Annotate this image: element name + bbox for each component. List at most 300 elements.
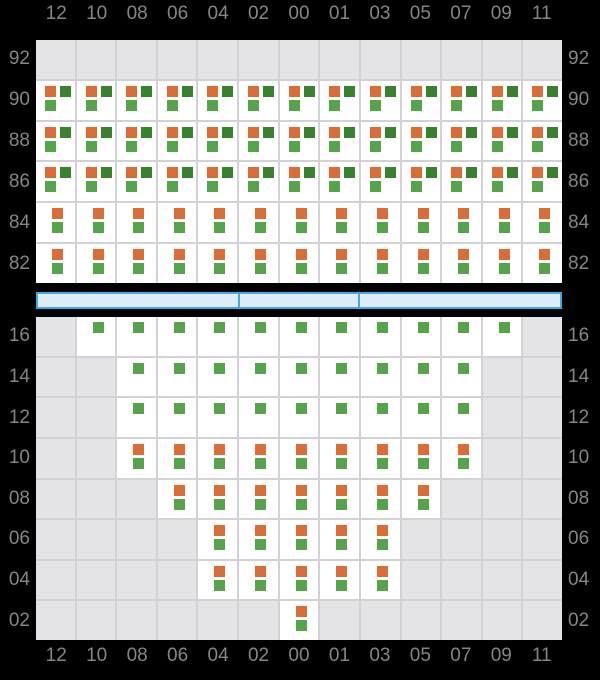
seat-cell[interactable] — [198, 122, 237, 161]
column-label: 11 — [531, 3, 552, 24]
marker-green-icon — [167, 181, 178, 192]
seat-cell[interactable] — [442, 162, 481, 201]
seat-cell[interactable] — [361, 81, 400, 120]
marker-orange-icon — [296, 525, 307, 536]
seat-cell-empty — [523, 520, 562, 559]
seat-cell[interactable] — [280, 520, 319, 559]
seat-cell[interactable] — [361, 439, 400, 478]
seat-cell[interactable] — [523, 122, 562, 161]
seat-cell-empty — [483, 358, 522, 397]
marker-green-icon — [289, 100, 300, 111]
seat-cell[interactable] — [402, 358, 441, 397]
column-label: 12 — [45, 3, 67, 24]
seat-cell[interactable] — [239, 358, 278, 397]
marker-dark-green-icon — [466, 127, 477, 138]
marker-orange-icon — [174, 208, 185, 219]
marker-orange-icon — [248, 167, 259, 178]
seat-cell[interactable] — [36, 122, 75, 161]
seat-cell-empty — [320, 601, 359, 640]
seat-cell-empty — [158, 601, 197, 640]
marker-dark-green-icon — [426, 127, 437, 138]
marker-green-icon — [133, 363, 144, 374]
column-label: 01 — [328, 645, 351, 666]
marker-orange-icon — [207, 86, 218, 97]
marker-green-icon — [296, 263, 307, 274]
seat-cell[interactable] — [280, 439, 319, 478]
marker-green-icon — [255, 363, 266, 374]
seat-cell[interactable] — [117, 398, 156, 437]
seat-cell[interactable] — [77, 317, 116, 356]
marker-orange-icon — [411, 86, 422, 97]
seat-cell[interactable] — [320, 317, 359, 356]
seat-cell-empty — [483, 398, 522, 437]
marker-dark-green-icon — [466, 167, 477, 178]
seat-cell-empty — [77, 520, 116, 559]
marker-dark-green-icon — [466, 86, 477, 97]
marker-green-icon — [451, 100, 462, 111]
row-label: 10 — [8, 447, 30, 469]
seat-cell[interactable] — [483, 81, 522, 120]
seat-cell[interactable] — [280, 203, 319, 242]
marker-dark-green-icon — [507, 127, 518, 138]
seat-cell[interactable] — [402, 317, 441, 356]
seat-cell-empty — [77, 40, 116, 79]
marker-green-icon — [248, 181, 259, 192]
seat-cell[interactable] — [117, 122, 156, 161]
seat-cell[interactable] — [77, 122, 116, 161]
marker-orange-icon — [336, 485, 347, 496]
column-label: 00 — [288, 645, 310, 666]
seat-cell-empty — [483, 40, 522, 79]
seat-cell[interactable] — [280, 122, 319, 161]
seat-cell[interactable] — [239, 162, 278, 201]
marker-orange-icon — [329, 167, 340, 178]
seat-cell[interactable] — [361, 244, 400, 283]
top-axis — [36, 3, 562, 25]
column-label: 01 — [328, 3, 351, 24]
marker-green-icon — [296, 620, 307, 631]
marker-orange-icon — [93, 249, 104, 260]
column-label: 06 — [167, 3, 189, 24]
seat-cell[interactable] — [158, 203, 197, 242]
seat-cell-empty — [117, 40, 156, 79]
marker-green-icon — [532, 141, 543, 152]
seat-cell[interactable] — [523, 244, 562, 283]
seat-cell[interactable] — [239, 81, 278, 120]
seat-cell[interactable] — [239, 439, 278, 478]
row-label: 14 — [8, 365, 30, 387]
marker-orange-icon — [126, 86, 137, 97]
marker-orange-icon — [336, 249, 347, 260]
seat-cell[interactable] — [320, 162, 359, 201]
seat-cell-empty — [36, 439, 75, 478]
marker-dark-green-icon — [60, 86, 71, 97]
seat-cell[interactable] — [239, 317, 278, 356]
marker-dark-green-icon — [304, 86, 315, 97]
seat-cell[interactable] — [320, 81, 359, 120]
marker-orange-icon — [289, 127, 300, 138]
marker-orange-icon — [411, 167, 422, 178]
seat-cell[interactable] — [280, 162, 319, 201]
seat-cell[interactable] — [198, 439, 237, 478]
seat-cell[interactable] — [36, 162, 75, 201]
marker-green-icon — [418, 363, 429, 374]
seat-cell-empty — [442, 40, 481, 79]
seat-cell[interactable] — [442, 122, 481, 161]
marker-dark-green-icon — [344, 86, 355, 97]
column-label: 11 — [531, 645, 552, 666]
seat-cell[interactable] — [361, 398, 400, 437]
marker-orange-icon — [167, 167, 178, 178]
seat-cell[interactable] — [36, 81, 75, 120]
seat-cell-empty — [239, 601, 278, 640]
seat-cell-empty — [523, 601, 562, 640]
seat-cell-empty — [483, 480, 522, 519]
seat-cell[interactable] — [198, 317, 237, 356]
seat-cell[interactable] — [117, 162, 156, 201]
seat-cell[interactable] — [442, 203, 481, 242]
lower-right-row-labels — [566, 317, 598, 640]
seat-cell[interactable] — [442, 398, 481, 437]
seat-cell[interactable] — [320, 520, 359, 559]
column-label: 04 — [207, 3, 229, 24]
seat-cell[interactable] — [402, 480, 441, 519]
marker-green-icon — [52, 222, 63, 233]
seat-cell[interactable] — [117, 203, 156, 242]
marker-green-icon — [336, 458, 347, 469]
marker-green-icon — [499, 322, 510, 333]
marker-orange-icon — [45, 86, 56, 97]
seat-cell[interactable] — [117, 81, 156, 120]
marker-green-icon — [214, 363, 225, 374]
seat-cell[interactable] — [402, 203, 441, 242]
seat-cell[interactable] — [523, 203, 562, 242]
seat-cell[interactable] — [280, 244, 319, 283]
marker-orange-icon — [451, 86, 462, 97]
marker-orange-icon — [539, 249, 550, 260]
seat-cell[interactable] — [158, 480, 197, 519]
marker-green-icon — [418, 322, 429, 333]
marker-orange-icon — [296, 208, 307, 219]
seat-cell[interactable] — [158, 122, 197, 161]
marker-green-icon — [207, 181, 218, 192]
marker-orange-icon — [499, 208, 510, 219]
marker-green-icon — [451, 181, 462, 192]
marker-orange-icon — [93, 208, 104, 219]
marker-orange-icon — [174, 249, 185, 260]
column-label: 02 — [247, 3, 270, 24]
row-label: 04 — [568, 569, 590, 591]
seat-cell[interactable] — [239, 122, 278, 161]
seat-cell[interactable] — [239, 398, 278, 437]
seat-cell[interactable] — [117, 244, 156, 283]
seat-cell-empty — [77, 601, 116, 640]
seat-cell[interactable] — [280, 358, 319, 397]
marker-green-icon — [289, 181, 300, 192]
marker-green-icon — [296, 499, 307, 510]
divider-bar-segment-left — [36, 292, 240, 309]
marker-green-icon — [499, 222, 510, 233]
seat-cell[interactable] — [280, 480, 319, 519]
seat-cell[interactable] — [77, 162, 116, 201]
marker-green-icon — [492, 100, 503, 111]
seat-cell-empty — [442, 520, 481, 559]
marker-dark-green-icon — [182, 86, 193, 97]
seat-cell-empty — [158, 561, 197, 600]
marker-dark-green-icon — [222, 86, 233, 97]
marker-green-icon — [93, 263, 104, 274]
seat-cell[interactable] — [361, 317, 400, 356]
seat-cell[interactable] — [158, 162, 197, 201]
marker-green-icon — [255, 539, 266, 550]
column-label: 09 — [490, 3, 512, 24]
seat-cell[interactable] — [198, 520, 237, 559]
marker-orange-icon — [133, 444, 144, 455]
seat-cell[interactable] — [402, 244, 441, 283]
seat-cell[interactable] — [158, 439, 197, 478]
marker-dark-green-icon — [263, 167, 274, 178]
marker-orange-icon — [492, 167, 503, 178]
marker-green-icon — [174, 322, 185, 333]
marker-orange-icon — [45, 127, 56, 138]
seat-cell-empty — [483, 439, 522, 478]
seat-cell-empty — [117, 480, 156, 519]
seat-cell[interactable] — [77, 244, 116, 283]
seat-cell[interactable] — [158, 398, 197, 437]
seat-cell[interactable] — [239, 203, 278, 242]
marker-green-icon — [377, 539, 388, 550]
marker-orange-icon — [377, 444, 388, 455]
marker-green-icon — [255, 322, 266, 333]
seat-cell[interactable] — [320, 244, 359, 283]
seat-cell[interactable] — [402, 81, 441, 120]
seat-cell[interactable] — [320, 358, 359, 397]
marker-orange-icon — [418, 485, 429, 496]
marker-green-icon — [539, 263, 550, 274]
seat-cell-empty — [523, 480, 562, 519]
marker-dark-green-icon — [426, 167, 437, 178]
seat-cell[interactable] — [117, 358, 156, 397]
seat-cell[interactable] — [402, 162, 441, 201]
seat-cell[interactable] — [402, 398, 441, 437]
marker-green-icon — [296, 363, 307, 374]
seat-cell[interactable] — [483, 162, 522, 201]
marker-orange-icon — [207, 127, 218, 138]
seat-cell-empty — [117, 601, 156, 640]
seat-cell[interactable] — [198, 162, 237, 201]
seat-cell[interactable] — [198, 561, 237, 600]
row-label: 86 — [8, 170, 30, 192]
marker-green-icon — [133, 222, 144, 233]
seat-cell[interactable] — [402, 122, 441, 161]
marker-dark-green-icon — [60, 127, 71, 138]
seat-cell[interactable] — [77, 81, 116, 120]
seat-cell[interactable] — [442, 439, 481, 478]
marker-orange-icon — [532, 86, 543, 97]
seat-cell[interactable] — [77, 203, 116, 242]
seat-cell[interactable] — [442, 81, 481, 120]
marker-dark-green-icon — [304, 127, 315, 138]
marker-green-icon — [255, 403, 266, 414]
seat-cell[interactable] — [361, 561, 400, 600]
seat-cell[interactable] — [36, 244, 75, 283]
seat-cell-empty — [36, 520, 75, 559]
seat-cell[interactable] — [442, 358, 481, 397]
marker-green-icon — [126, 181, 137, 192]
seat-cell[interactable] — [361, 480, 400, 519]
marker-orange-icon — [377, 485, 388, 496]
seat-cell[interactable] — [483, 203, 522, 242]
seat-cell[interactable] — [320, 561, 359, 600]
marker-green-icon — [45, 100, 56, 111]
seat-cell[interactable] — [36, 203, 75, 242]
seat-cell[interactable] — [158, 244, 197, 283]
marker-dark-green-icon — [263, 127, 274, 138]
seat-cell-empty — [198, 601, 237, 640]
seat-cell[interactable] — [320, 398, 359, 437]
marker-orange-icon — [255, 249, 266, 260]
marker-green-icon — [377, 499, 388, 510]
row-label: 16 — [568, 325, 590, 347]
column-label: 08 — [126, 3, 148, 24]
marker-green-icon — [133, 403, 144, 414]
marker-green-icon — [458, 263, 469, 274]
marker-green-icon — [207, 100, 218, 111]
seat-cell[interactable] — [239, 520, 278, 559]
row-label: 08 — [568, 487, 590, 509]
marker-green-icon — [255, 499, 266, 510]
seat-cell[interactable] — [280, 81, 319, 120]
marker-green-icon — [174, 499, 185, 510]
marker-orange-icon — [255, 485, 266, 496]
seat-cell[interactable] — [320, 122, 359, 161]
seat-cell[interactable] — [117, 317, 156, 356]
seat-cell[interactable] — [198, 81, 237, 120]
seat-cell[interactable] — [280, 398, 319, 437]
seat-cell[interactable] — [523, 81, 562, 120]
seat-cell[interactable] — [158, 317, 197, 356]
seat-cell-empty — [483, 601, 522, 640]
seat-cell[interactable] — [361, 203, 400, 242]
marker-dark-green-icon — [547, 127, 558, 138]
seat-cell[interactable] — [320, 480, 359, 519]
seat-cell[interactable] — [280, 561, 319, 600]
marker-green-icon — [133, 458, 144, 469]
marker-green-icon — [255, 580, 266, 591]
seat-cell[interactable] — [361, 358, 400, 397]
marker-orange-icon — [370, 86, 381, 97]
seat-cell[interactable] — [361, 520, 400, 559]
seat-cell-empty — [523, 398, 562, 437]
marker-green-icon — [93, 322, 104, 333]
marker-green-icon — [296, 322, 307, 333]
marker-green-icon — [86, 100, 97, 111]
seat-cell-empty — [442, 480, 481, 519]
seat-cell[interactable] — [483, 244, 522, 283]
marker-dark-green-icon — [222, 127, 233, 138]
marker-green-icon — [411, 141, 422, 152]
marker-orange-icon — [296, 566, 307, 577]
marker-green-icon — [336, 363, 347, 374]
seat-cell[interactable] — [239, 244, 278, 283]
marker-green-icon — [214, 322, 225, 333]
marker-orange-icon — [214, 208, 225, 219]
marker-orange-icon — [336, 444, 347, 455]
seat-cell[interactable] — [280, 601, 319, 640]
seat-cell[interactable] — [442, 244, 481, 283]
lower-seat-grid — [36, 317, 562, 640]
column-label: 10 — [86, 645, 108, 666]
marker-green-icon — [377, 403, 388, 414]
seat-cell[interactable] — [280, 317, 319, 356]
column-label: 03 — [369, 645, 391, 666]
marker-green-icon — [248, 141, 259, 152]
marker-orange-icon — [532, 167, 543, 178]
row-label: 14 — [568, 365, 590, 387]
column-label: 08 — [126, 645, 148, 666]
seat-cell[interactable] — [117, 439, 156, 478]
marker-dark-green-icon — [426, 86, 437, 97]
marker-orange-icon — [377, 249, 388, 260]
marker-green-icon — [296, 403, 307, 414]
marker-orange-icon — [248, 127, 259, 138]
seat-cell[interactable] — [483, 317, 522, 356]
row-label: 90 — [8, 89, 30, 111]
seat-cell[interactable] — [198, 244, 237, 283]
marker-green-icon — [167, 141, 178, 152]
seat-cell[interactable] — [198, 398, 237, 437]
seat-cell[interactable] — [361, 122, 400, 161]
marker-orange-icon — [329, 86, 340, 97]
seat-cell[interactable] — [239, 480, 278, 519]
seat-cell[interactable] — [198, 358, 237, 397]
marker-green-icon — [377, 580, 388, 591]
marker-orange-icon — [86, 86, 97, 97]
divider-bar-segment-center — [240, 292, 360, 309]
seat-cell[interactable] — [198, 480, 237, 519]
seat-cell-empty — [158, 520, 197, 559]
seat-cell[interactable] — [402, 439, 441, 478]
seat-cell[interactable] — [320, 203, 359, 242]
seat-cell[interactable] — [483, 122, 522, 161]
seat-cell[interactable] — [239, 561, 278, 600]
marker-green-icon — [329, 141, 340, 152]
marker-green-icon — [296, 458, 307, 469]
seat-cell[interactable] — [320, 439, 359, 478]
seat-cell[interactable] — [158, 358, 197, 397]
seat-cell-empty — [442, 601, 481, 640]
row-label: 84 — [8, 211, 30, 233]
marker-green-icon — [255, 458, 266, 469]
marker-orange-icon — [451, 127, 462, 138]
marker-green-icon — [336, 403, 347, 414]
marker-green-icon — [126, 100, 137, 111]
marker-orange-icon — [296, 249, 307, 260]
marker-orange-icon — [458, 249, 469, 260]
seat-cell[interactable] — [523, 162, 562, 201]
row-label: 08 — [8, 487, 30, 509]
marker-dark-green-icon — [182, 167, 193, 178]
marker-green-icon — [167, 100, 178, 111]
row-label: 16 — [8, 325, 30, 347]
marker-dark-green-icon — [101, 167, 112, 178]
marker-green-icon — [458, 322, 469, 333]
seat-cell[interactable] — [158, 81, 197, 120]
seat-cell[interactable] — [442, 317, 481, 356]
seat-cell[interactable] — [361, 162, 400, 201]
marker-dark-green-icon — [141, 167, 152, 178]
seat-cell[interactable] — [198, 203, 237, 242]
